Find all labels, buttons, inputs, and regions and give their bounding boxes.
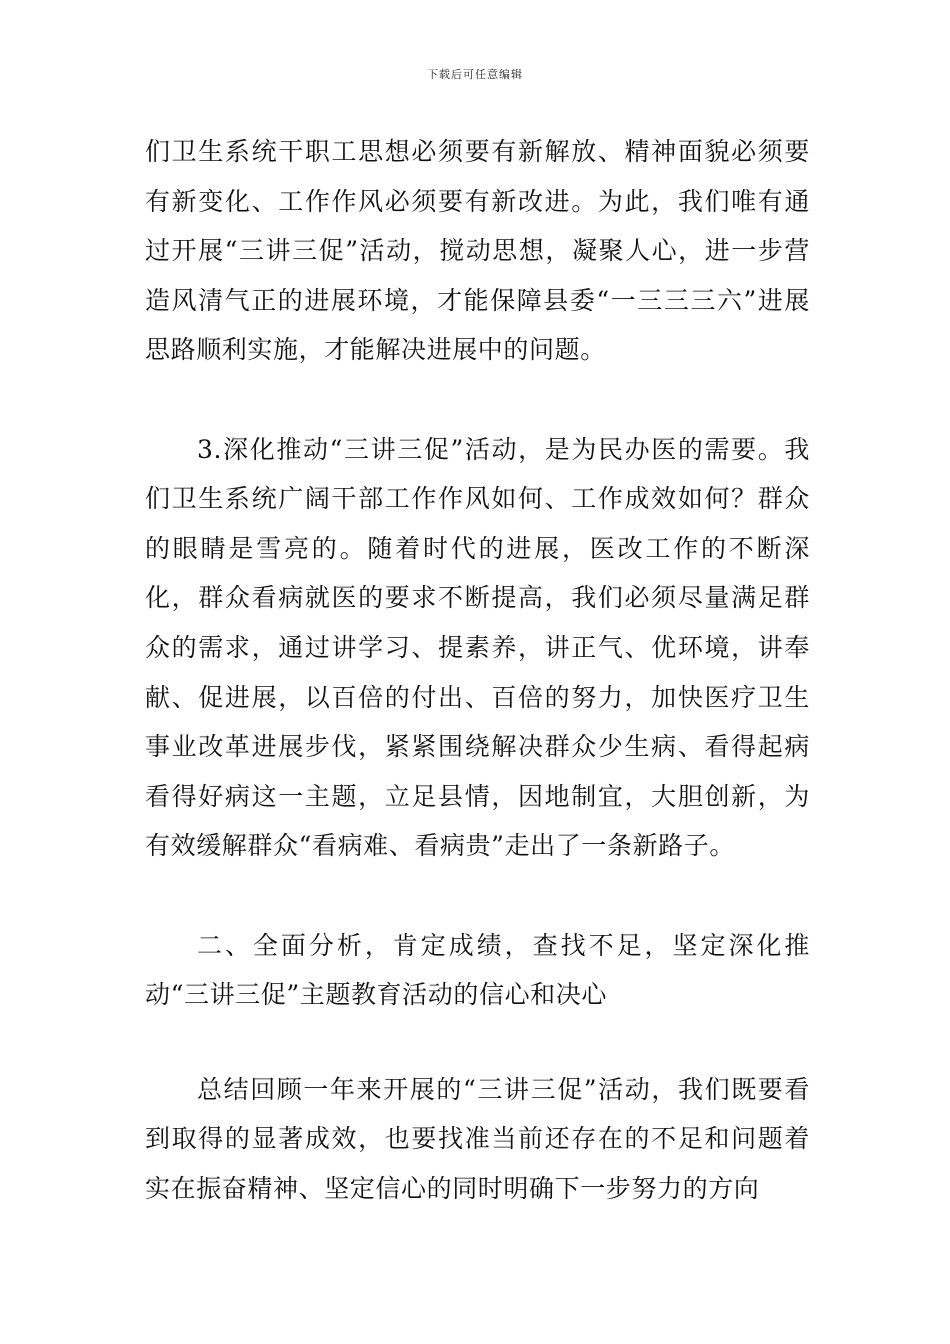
paragraph-summary: 总结回顾一年来开展的“三讲三促”活动，我们既要看到取得的显著成效，也要找准当前还存在的不足和问题着实在振奋精神、坚定信心的同时明确下一步努力的方向 bbox=[145, 1074, 810, 1203]
section-heading-2: 二、全面分析，肯定成绩，查找不足，坚定深化推动“三讲三促”主题教育活动的信心和决心 bbox=[145, 930, 810, 1010]
page-header: 下载后可任意编辑 bbox=[427, 68, 523, 81]
document-body bbox=[145, 127, 810, 1213]
paragraph-point-3: 3.深化推动“三讲三促”活动，是为民办医的需要。我们卫生系统广阔干部工作作风如何、工作成效如何？群众的眼睛是雪亮的。随着时代的进展，医改工作的不断深化，群众看病就医的要求不断提高，我们必须尽量满足群众的需求，通过讲学习、提素养，讲正气、优环境，讲奉献、促进展，以百倍的付出、百倍的努力，加快医疗卫生事业改革进展步伐，紧紧围绕解决群众少生病、看得起病看得好病这一主题，立足县情，因地制宜，大胆创新，为有效缓解群众“看病难、看病贵”走出了一条新路子。 bbox=[145, 434, 810, 861]
paragraph-continuation: 们卫生系统干职工思想必须要有新解放、精神面貌必须要有新变化、工作作风必须要有新改进。为此，我们唯有通过开展“三讲三促”活动，搅动思想，凝聚人心，进一步营造风清气正的进展环境，才能保障县委“一三三三六”进展思路顺利实施，才能解决进展中的问题。 bbox=[145, 137, 810, 365]
